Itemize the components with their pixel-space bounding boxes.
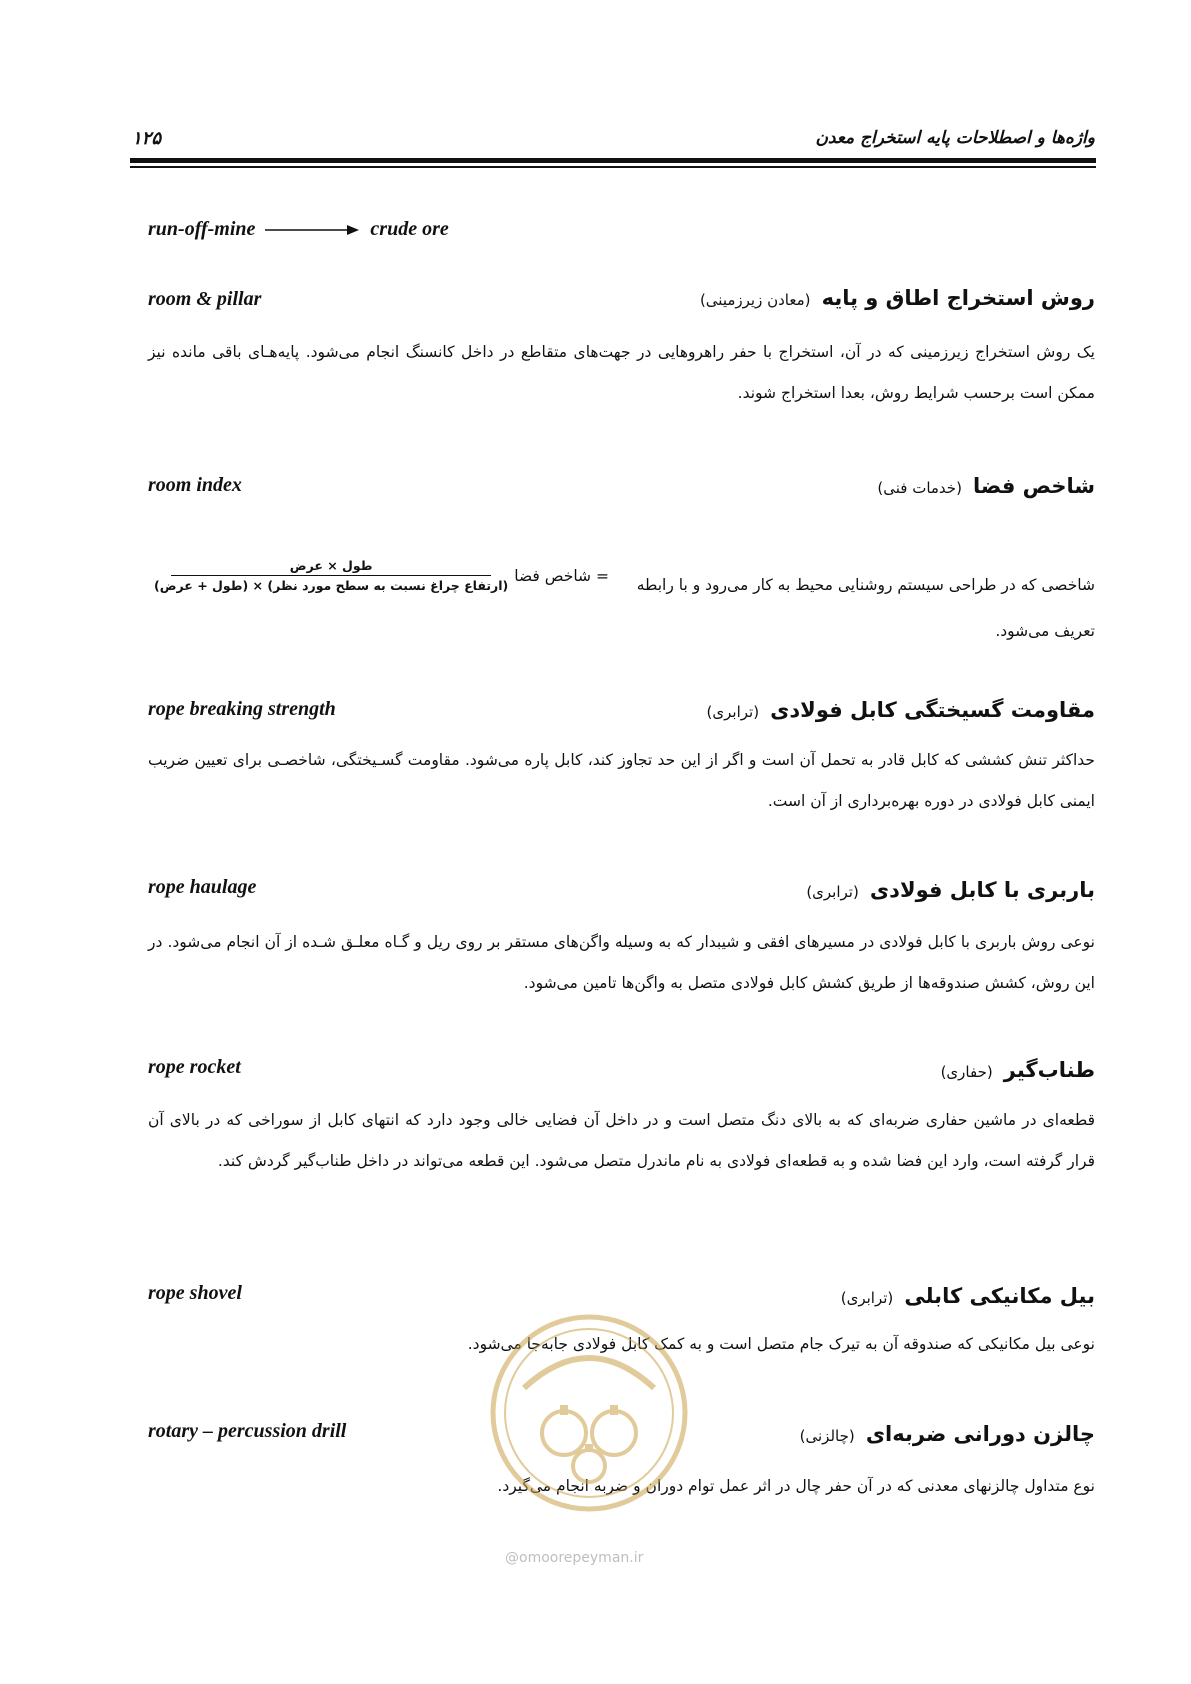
entry-term-en: rope rocket <box>148 1056 241 1078</box>
entry-field: (ترابری) <box>806 883 859 901</box>
entry-definition: نوعی بیل مکانیکی که صندوقه آن به تیرک جام متصل است و به کمک کابل فولادی جابه‌جا می‌شود. <box>467 1335 1095 1353</box>
entry-field: (معادن زیرزمینی) <box>699 291 811 309</box>
entry-term-en: rope shovel <box>148 1282 242 1304</box>
entry-heading <box>877 474 1095 498</box>
entry-definition: حداکثر تنش کششی که کابل قادر به تحمل آن است و اگر از این حد تجاوز کند، کابل پاره می‌شود. مقاومت گسـیختگی، شاخصـی برای تعیین ضریب ایمنی کابل فولادی در دوره بهره‌برداری از آن است. <box>148 751 1095 810</box>
entry-definition: قطعه‌ای در ماشین حفاری ضربه‌ای که به بالای دنگ متصل است و در داخل آن فضایی خالی وجود دارد که انتهای کابل از سوراخی که در بالای آن قرار گرفته است، وارد این فضا شده و به قطعه‌ای فولادی به نام ماندرل متصل می‌شود. این قطعه می‌تواند در داخل طناب‌گیر گردش کند. <box>148 1111 1095 1170</box>
entry-term-en: room index <box>148 474 242 496</box>
watermark-seal-icon <box>484 1308 694 1518</box>
room-index-formula <box>148 556 609 595</box>
formula-lhs: = شاخص فضا <box>514 566 609 585</box>
arrow-right-icon <box>265 223 360 237</box>
entry-term-fa: شاخص فضا <box>973 474 1095 498</box>
watermark-url: @omoorepeyman.ir <box>505 1550 644 1566</box>
entry-field: (ترابری) <box>840 1289 894 1307</box>
entry-definition-lead: شاخصی که در طراحی سیستم روشنایی محیط به کار می‌رود و با رابطه <box>636 576 1095 594</box>
header-rule-thick <box>130 158 1096 163</box>
cross-ref-to: crude ore <box>370 218 449 240</box>
entry-field: (ترابری) <box>706 703 760 721</box>
entry-definition: یک روش استخراج زیرزمینی که در آن، استخراج با حفر راهروهایی در جهت‌های متقاطع در داخل کانسنگ انجام می‌شود. پایه‌هـای باقی مانده نیز ممکن است برحسب شرایط روش، بعدا استخراج شوند. <box>148 343 1095 402</box>
entry-field: (خدمات فنی) <box>877 479 962 497</box>
cross-ref-from: run-off-mine <box>148 218 256 240</box>
page-number: ۱۲۵ <box>132 128 162 149</box>
entry-term-fa: مقاومت گسیختگی کابل فولادی <box>770 698 1095 722</box>
entry-term-en: room & pillar <box>148 288 262 310</box>
entry-term-en: rotary – percussion drill <box>148 1420 347 1442</box>
entry-definition: نوعی روش باربری با کابل فولادی در مسیرهای افقی و شیبدار که به وسیله واگن‌های مستقر بر روی ریل و گـاه معلـق شـده از آن انجام می‌شود. در این روش، کشش صندوقه‌ها از طریق کشش کابل فولادی متصل به واگن‌ها تامین می‌شود. <box>148 933 1095 992</box>
entry-heading <box>841 1284 1095 1308</box>
cross-reference <box>148 218 449 241</box>
entry-term-fa: روش استخراج اطاق و پایه <box>821 286 1095 310</box>
entry-heading <box>800 1422 1095 1446</box>
entry-term-fa: بیل مکانیکی کابلی <box>904 1284 1095 1308</box>
entry-field: (چالزنی) <box>799 1427 855 1445</box>
formula-denominator: (ارتفاع چراغ نسبت به سطح مورد نظر) × (طول + عرض) <box>154 578 509 594</box>
entry-term-fa: چالزن دورانی ضربه‌ای <box>865 1422 1095 1446</box>
entry-definition-tail: تعریف می‌شود. <box>995 622 1095 640</box>
entry-term-fa: طناب‌گیر <box>1003 1058 1095 1082</box>
entry-heading <box>700 286 1095 310</box>
formula-fraction <box>154 556 508 595</box>
entry-definition: نوع متداول چالزنهای معدنی که در آن حفر چال در اثر عمل توام دوران و ضربه انجام می‌گیرد. <box>497 1477 1095 1495</box>
formula-numerator: طول × عرض <box>289 558 373 573</box>
header-rule-thin <box>130 166 1096 168</box>
entry-heading <box>707 698 1095 722</box>
entry-heading <box>941 1058 1095 1082</box>
entry-field: (حفاری) <box>940 1063 993 1081</box>
entry-term-en: rope haulage <box>148 876 257 898</box>
entry-term-fa: باربری با کابل فولادی <box>869 878 1095 902</box>
entry-heading <box>806 878 1095 902</box>
running-title: واژه‌ها و اصطلاحات پایه استخراج معدن <box>815 128 1095 148</box>
entry-term-en: rope breaking strength <box>148 698 336 720</box>
